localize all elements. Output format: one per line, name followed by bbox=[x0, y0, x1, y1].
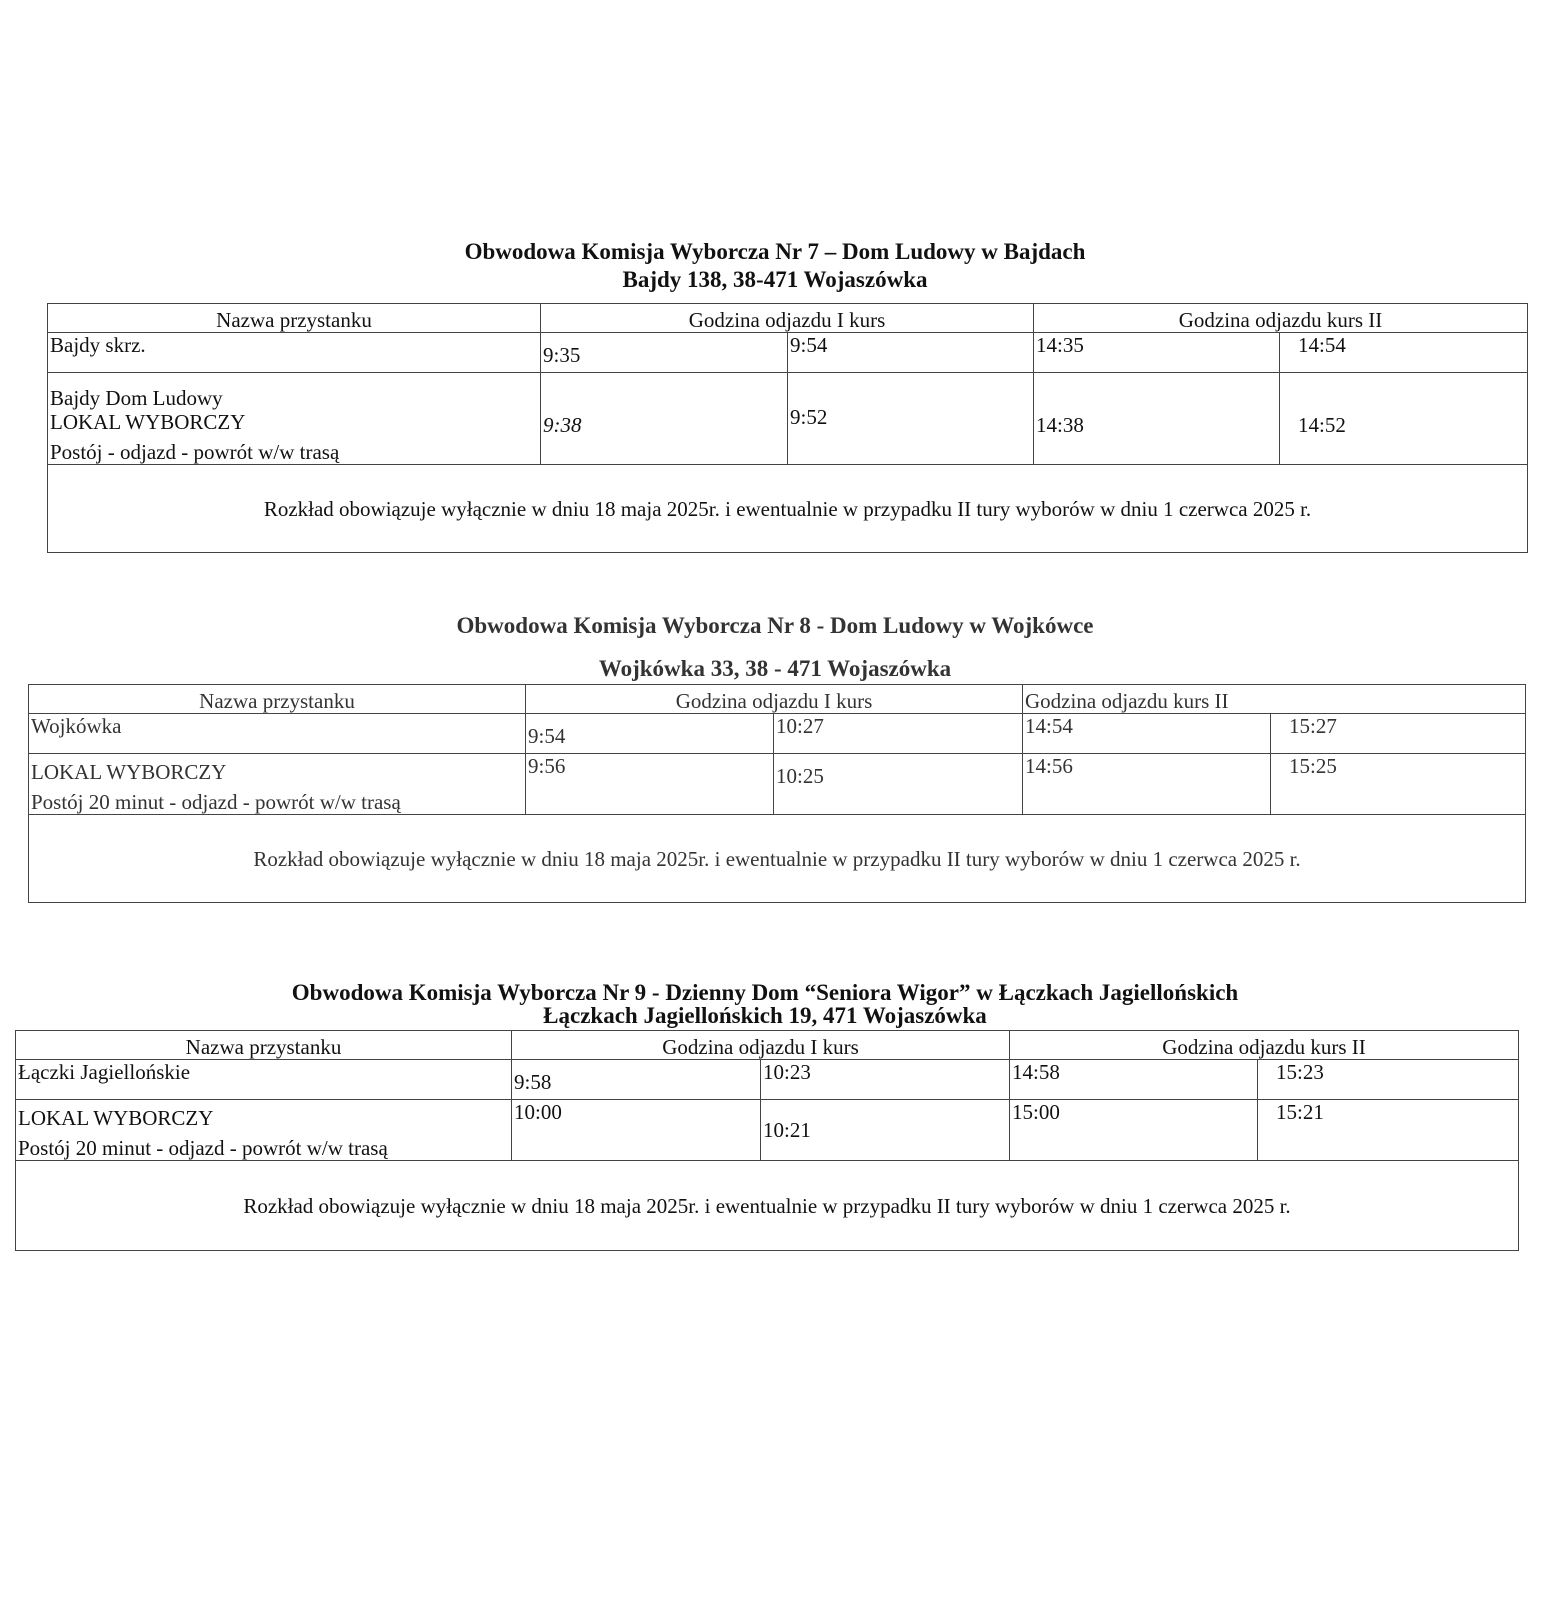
table-header bbox=[29, 685, 1526, 714]
section-1-address: Bajdy 138, 38-471 Wojaszówka bbox=[622, 267, 928, 292]
validity-note: Rozkład obowiązuje wyłącznie w dniu 18 maja 2025r. i ewentualnie w przypadku II tury wyborów w dniu 1 czerwca 2025 r. bbox=[16, 1161, 1519, 1251]
time-cell: 10:25 bbox=[774, 754, 1023, 815]
stop-name: Bajdy Dom Ludowy LOKAL WYBORCZY Postój - odjazd - powrót w/w trasą bbox=[48, 373, 541, 465]
time-cell: 14:54 bbox=[1280, 333, 1528, 373]
table-header bbox=[16, 1031, 1519, 1060]
header-stop-name: Nazwa przystanku bbox=[29, 685, 526, 714]
time-cell: 10:27 bbox=[774, 714, 1023, 754]
stop-name: Łączki Jagiellońskie bbox=[16, 1060, 512, 1100]
table-row bbox=[16, 1100, 1519, 1161]
header-run-1: Godzina odjazdu I kurs bbox=[541, 304, 1034, 333]
time-cell: 15:00 bbox=[1010, 1100, 1258, 1161]
header-stop-name: Nazwa przystanku bbox=[16, 1031, 512, 1060]
time-cell: 14:56 bbox=[1023, 754, 1271, 815]
time-cell: 10:23 bbox=[761, 1060, 1010, 1100]
time-cell: 10:21 bbox=[761, 1100, 1010, 1161]
time-cell: 15:27 bbox=[1271, 714, 1526, 754]
time-cell: 9:56 bbox=[526, 754, 774, 815]
section-3-address: Łączkach Jagiellońskich 19, 471 Wojaszówka bbox=[543, 1003, 987, 1028]
time-cell: 14:58 bbox=[1010, 1060, 1258, 1100]
section-1-title: Obwodowa Komisja Wyborcza Nr 7 – Dom Ludowy w Bajdach bbox=[464, 239, 1086, 264]
table-note-row bbox=[16, 1161, 1519, 1251]
time-cell: 14:35 bbox=[1034, 333, 1280, 373]
table-row bbox=[29, 714, 1526, 754]
time-cell: 9:54 bbox=[788, 333, 1034, 373]
header-run-1: Godzina odjazdu I kurs bbox=[526, 685, 1023, 714]
time-cell: 9:52 bbox=[788, 373, 1034, 465]
time-cell: 15:25 bbox=[1271, 754, 1526, 815]
stop-name: Wojkówka bbox=[29, 714, 526, 754]
validity-note: Rozkład obowiązuje wyłącznie w dniu 18 maja 2025r. i ewentualnie w przypadku II tury wyborów w dniu 1 czerwca 2025 r. bbox=[29, 815, 1526, 903]
table-note-row bbox=[48, 465, 1528, 553]
time-cell: 9:54 bbox=[526, 714, 774, 754]
time-cell: 15:23 bbox=[1258, 1060, 1519, 1100]
time-cell: 9:35 bbox=[541, 333, 788, 373]
time-cell: 14:38 bbox=[1034, 373, 1280, 465]
section-2-address: Wojkówka 33, 38 - 471 Wojaszówka bbox=[598, 656, 952, 681]
header-run-2: Godzina odjazdu kurs II bbox=[1023, 685, 1526, 714]
time-cell: 14:52 bbox=[1280, 373, 1528, 465]
section-2-title: Obwodowa Komisja Wyborcza Nr 8 - Dom Ludowy w Wojkówce bbox=[456, 613, 1094, 638]
time-cell: 9:58 bbox=[512, 1060, 761, 1100]
table-row bbox=[29, 754, 1526, 815]
time-cell: 10:00 bbox=[512, 1100, 761, 1161]
header-stop-name: Nazwa przystanku bbox=[48, 304, 541, 333]
header-run-2: Godzina odjazdu kurs II bbox=[1034, 304, 1528, 333]
time-cell: 14:54 bbox=[1023, 714, 1271, 754]
validity-note: Rozkład obowiązuje wyłącznie w dniu 18 maja 2025r. i ewentualnie w przypadku II tury wyborów w dniu 1 czerwca 2025 r. bbox=[48, 465, 1528, 553]
table-note-row bbox=[29, 815, 1526, 903]
stop-name: LOKAL WYBORCZY Postój 20 minut - odjazd - powrót w/w trasą bbox=[29, 754, 526, 815]
timetable-3 bbox=[15, 1030, 1519, 1251]
stop-name: LOKAL WYBORCZY Postój 20 minut - odjazd - powrót w/w trasą bbox=[16, 1100, 512, 1161]
stop-name: Bajdy skrz. bbox=[48, 333, 541, 373]
table-row bbox=[16, 1060, 1519, 1100]
table-row bbox=[48, 373, 1528, 465]
time-cell: 9:38 bbox=[541, 373, 788, 465]
timetable-1 bbox=[47, 303, 1528, 553]
header-run-1: Godzina odjazdu I kurs bbox=[512, 1031, 1010, 1060]
section-3-title: Obwodowa Komisja Wyborcza Nr 9 - Dzienny Dom “Seniora Wigor” w Łączkach Jagiellońskich bbox=[291, 980, 1239, 1005]
time-cell: 15:21 bbox=[1258, 1100, 1519, 1161]
header-run-2: Godzina odjazdu kurs II bbox=[1010, 1031, 1519, 1060]
table-row bbox=[48, 333, 1528, 373]
table-header bbox=[48, 304, 1528, 333]
timetable-2 bbox=[28, 684, 1526, 903]
